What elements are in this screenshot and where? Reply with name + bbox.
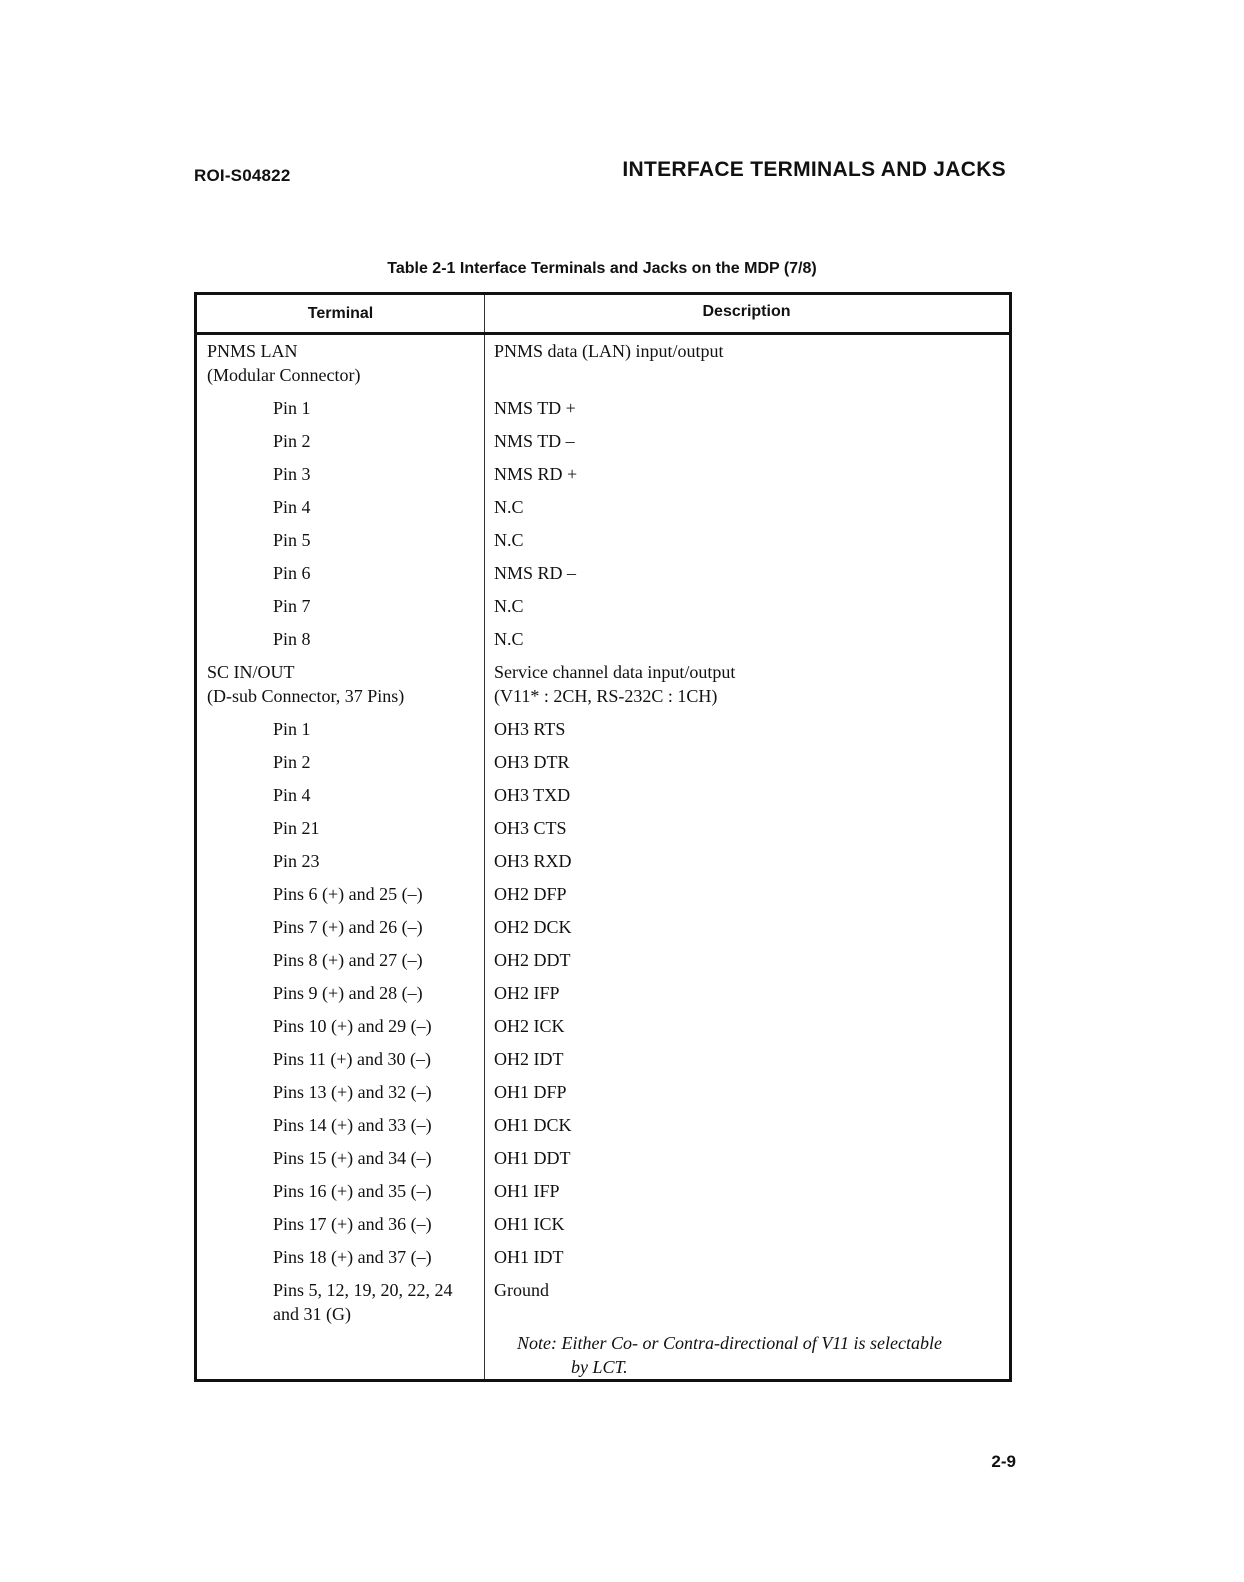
terminal-text: and 31 (G) — [273, 1304, 351, 1324]
terminal-text: Pins 8 (+) and 27 (–) — [273, 950, 423, 970]
note-line-2: by LCT. — [571, 1357, 628, 1377]
terminal-cell — [197, 1047, 484, 1080]
table-row — [197, 849, 1009, 882]
table-header-row — [197, 295, 1009, 335]
terminal-cell — [197, 915, 484, 948]
table-row — [197, 660, 1009, 717]
column-header-description: Description — [702, 303, 791, 320]
description-cell — [484, 981, 1009, 1014]
table-row — [197, 1146, 1009, 1179]
terminal-text: Pin 2 — [273, 431, 311, 451]
terminal-cell — [197, 462, 484, 495]
description-text: Service channel data input/output — [494, 662, 736, 682]
table-row — [197, 1047, 1009, 1080]
table-note — [517, 1331, 1003, 1379]
terminal-text: Pin 3 — [273, 464, 311, 484]
description-cell — [484, 339, 1009, 396]
description-cell — [484, 849, 1009, 882]
table-body — [197, 339, 1009, 1335]
description-text: OH1 IFP — [494, 1181, 560, 1201]
description-text: OH2 ICK — [494, 1016, 565, 1036]
table-row — [197, 783, 1009, 816]
table-row — [197, 495, 1009, 528]
description-text: (V11* : 2CH, RS-232C : 1CH) — [494, 686, 718, 706]
terminal-text: Pins 15 (+) and 34 (–) — [273, 1148, 432, 1168]
terminal-cell — [197, 948, 484, 981]
terminal-cell — [197, 1146, 484, 1179]
description-text: NMS TD + — [494, 398, 576, 418]
description-cell — [484, 1146, 1009, 1179]
terminal-text: Pins 16 (+) and 35 (–) — [273, 1181, 432, 1201]
description-text: OH3 TXD — [494, 785, 571, 805]
terminal-cell — [197, 594, 484, 627]
description-text: OH2 DDT — [494, 950, 571, 970]
terminal-text: SC IN/OUT — [207, 662, 295, 682]
table-row — [197, 816, 1009, 849]
description-cell — [484, 627, 1009, 660]
table-row — [197, 1212, 1009, 1245]
terminal-cell — [197, 849, 484, 882]
description-cell — [484, 915, 1009, 948]
table-row — [197, 717, 1009, 750]
table-row — [197, 396, 1009, 429]
table-row — [197, 561, 1009, 594]
table-row — [197, 882, 1009, 915]
terminal-text: Pin 1 — [273, 719, 311, 739]
table-row — [197, 1179, 1009, 1212]
table-row — [197, 750, 1009, 783]
description-cell — [484, 462, 1009, 495]
description-text: PNMS data (LAN) input/output — [494, 341, 724, 361]
description-cell — [484, 882, 1009, 915]
description-text: OH2 IDT — [494, 1049, 564, 1069]
description-cell — [484, 660, 1009, 717]
description-cell — [484, 429, 1009, 462]
description-text: OH2 IFP — [494, 983, 560, 1003]
description-cell — [484, 1014, 1009, 1047]
terminal-text: Pin 8 — [273, 629, 311, 649]
table-row — [197, 594, 1009, 627]
table-row — [197, 339, 1009, 396]
terminal-cell — [197, 495, 484, 528]
table-row — [197, 1014, 1009, 1047]
terminal-text: Pin 1 — [273, 398, 311, 418]
description-text: OH2 DFP — [494, 884, 567, 904]
description-text: OH1 DFP — [494, 1082, 567, 1102]
description-cell — [484, 750, 1009, 783]
terminal-cell — [197, 1278, 484, 1335]
terminal-text: PNMS LAN — [207, 341, 298, 361]
table-row — [197, 981, 1009, 1014]
table-row — [197, 429, 1009, 462]
description-text: N.C — [494, 629, 524, 649]
terminal-text: Pins 10 (+) and 29 (–) — [273, 1016, 432, 1036]
description-text: OH3 DTR — [494, 752, 570, 772]
terminal-text: Pins 5, 12, 19, 20, 22, 24 — [273, 1280, 453, 1300]
terminal-text: Pin 4 — [273, 497, 311, 517]
terminal-cell — [197, 1179, 484, 1212]
terminal-text: Pins 9 (+) and 28 (–) — [273, 983, 423, 1003]
table-row — [197, 1245, 1009, 1278]
terminal-cell — [197, 660, 484, 717]
description-cell — [484, 528, 1009, 561]
description-cell — [484, 816, 1009, 849]
terminal-text: Pins 6 (+) and 25 (–) — [273, 884, 423, 904]
description-cell — [484, 1179, 1009, 1212]
description-cell — [484, 1113, 1009, 1146]
description-text: N.C — [494, 596, 524, 616]
terminal-text: (D-sub Connector, 37 Pins) — [207, 686, 405, 706]
terminal-cell — [197, 339, 484, 396]
terminal-text: Pins 18 (+) and 37 (–) — [273, 1247, 432, 1267]
description-text: OH3 RXD — [494, 851, 572, 871]
terminal-text: Pin 7 — [273, 596, 311, 616]
description-text: NMS TD – — [494, 431, 575, 451]
description-cell — [484, 594, 1009, 627]
description-cell — [484, 948, 1009, 981]
terminal-text: Pins 14 (+) and 33 (–) — [273, 1115, 432, 1135]
description-cell — [484, 783, 1009, 816]
table-caption: Table 2-1 Interface Terminals and Jacks on the MDP (7/8) — [387, 260, 817, 277]
terminal-cell — [197, 816, 484, 849]
description-text: OH1 ICK — [494, 1214, 565, 1234]
description-text: OH1 DDT — [494, 1148, 571, 1168]
note-line-1: Note: Either Co- or Contra-directional of V11 is selectable — [517, 1333, 942, 1353]
terminal-text: (Modular Connector) — [207, 365, 361, 385]
page-number: 2-9 — [991, 1452, 1016, 1471]
table-row — [197, 948, 1009, 981]
description-cell — [484, 1080, 1009, 1113]
description-text: OH3 CTS — [494, 818, 567, 838]
description-text: NMS RD + — [494, 464, 578, 484]
terminal-text: Pin 2 — [273, 752, 311, 772]
table-row — [197, 915, 1009, 948]
terminal-cell — [197, 1080, 484, 1113]
description-text: OH2 DCK — [494, 917, 572, 937]
description-text: NMS RD – — [494, 563, 577, 583]
document-id: ROI-S04822 — [194, 166, 291, 185]
table-row — [197, 1113, 1009, 1146]
description-cell — [484, 1245, 1009, 1278]
terminal-text: Pin 6 — [273, 563, 311, 583]
description-text: N.C — [494, 530, 524, 550]
description-cell — [484, 396, 1009, 429]
terminal-cell — [197, 1212, 484, 1245]
terminal-cell — [197, 750, 484, 783]
terminal-cell — [197, 1014, 484, 1047]
terminal-cell — [197, 429, 484, 462]
terminal-cell — [197, 882, 484, 915]
table-row — [197, 627, 1009, 660]
description-text: OH3 RTS — [494, 719, 566, 739]
terminal-text: Pins 13 (+) and 32 (–) — [273, 1082, 432, 1102]
terminal-cell — [197, 783, 484, 816]
terminal-cell — [197, 717, 484, 750]
terminal-cell — [197, 627, 484, 660]
description-cell — [484, 561, 1009, 594]
description-cell — [484, 1047, 1009, 1080]
table-row — [197, 528, 1009, 561]
terminal-text: Pins 17 (+) and 36 (–) — [273, 1214, 432, 1234]
terminal-text: Pin 4 — [273, 785, 311, 805]
description-text: OH1 IDT — [494, 1247, 564, 1267]
column-header-terminal: Terminal — [307, 305, 374, 322]
table-row — [197, 1080, 1009, 1113]
terminal-text: Pins 11 (+) and 30 (–) — [273, 1049, 431, 1069]
terminal-cell — [197, 981, 484, 1014]
description-text: Ground — [494, 1280, 549, 1300]
terminal-cell — [197, 1245, 484, 1278]
description-cell — [484, 717, 1009, 750]
table-row — [197, 1278, 1009, 1335]
section-title: INTERFACE TERMINALS AND JACKS — [622, 158, 1006, 181]
terminal-cell — [197, 528, 484, 561]
terminal-cell — [197, 1113, 484, 1146]
table-row — [197, 462, 1009, 495]
interface-table — [194, 292, 1012, 1382]
description-cell — [484, 495, 1009, 528]
description-cell — [484, 1212, 1009, 1245]
description-text: N.C — [494, 497, 524, 517]
description-text: OH1 DCK — [494, 1115, 572, 1135]
terminal-text: Pin 5 — [273, 530, 311, 550]
terminal-cell — [197, 561, 484, 594]
terminal-text: Pin 23 — [273, 851, 320, 871]
terminal-text: Pin 21 — [273, 818, 320, 838]
terminal-text: Pins 7 (+) and 26 (–) — [273, 917, 423, 937]
description-cell — [484, 1278, 1009, 1335]
terminal-cell — [197, 396, 484, 429]
